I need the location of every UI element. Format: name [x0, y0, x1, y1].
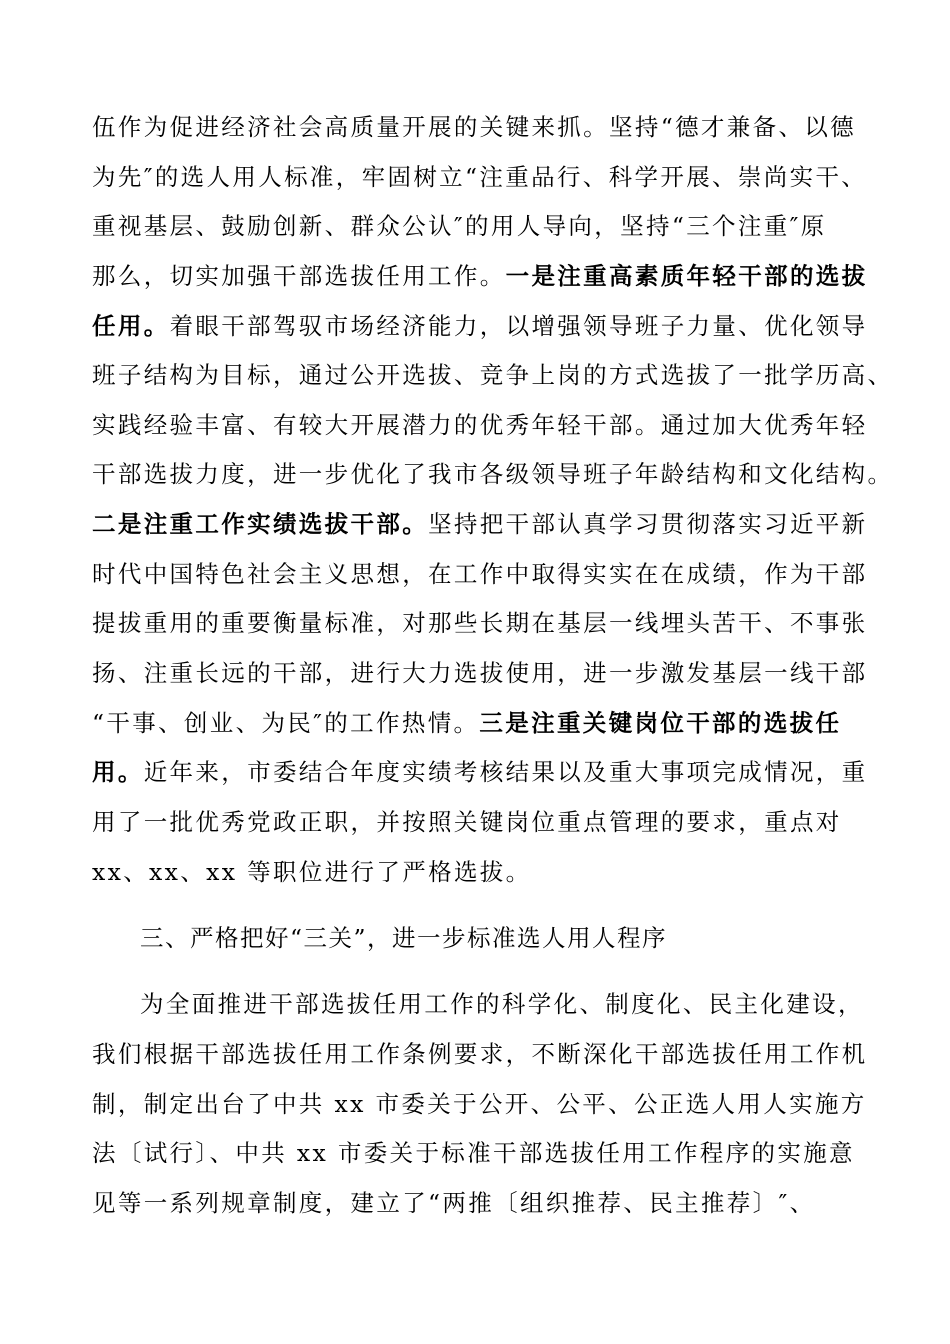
paragraph-line — [92, 306, 868, 346]
paragraph-line: 见等一系列规章制度，建立了“两推〔组织推荐、民主推荐〕″、 — [92, 1189, 816, 1217]
paragraph-line: 制，制定出台了中共 xx 市委关于公开、公平、公正选人用人实施方 — [92, 1090, 867, 1118]
paragraph-line: 重视基层、鼓励创新、群众公认″的用人导向，坚持“三个注重″原 — [92, 212, 827, 240]
paragraph-line: 班子结构为目标，通过公开选拔、竞争上岗的方式选拔了一批学历高、 — [92, 361, 894, 389]
paragraph-line — [92, 504, 868, 544]
paragraph-line: 我们根据干部选拔任用工作条例要求，不断深化干部选拔任用工作机 — [92, 1040, 868, 1068]
bold-point-heading: 任用。 — [92, 312, 170, 340]
bold-point-heading: 二是注重工作实绩选拔干部。 — [92, 510, 429, 538]
paragraph-line: 为先″的选人用人标准，牢固树立“注重品行、科学开展、崇尚实干、 — [92, 163, 868, 191]
paragraph-text: “干事、创业、为民″的工作热情。 — [92, 709, 480, 737]
paragraph-line: xx、xx、xx 等职位进行了严格选拔。 — [92, 858, 532, 886]
bold-point-heading: 三是注重关键岗位干部的选拔任 — [479, 709, 842, 737]
bold-point-heading: 用。 — [92, 758, 144, 786]
paragraph-text: 近年来，市委结合年度实绩考核结果以及重大事项完成情况，重 — [143, 758, 868, 786]
paragraph-line: 扬、注重长远的干部，进行大力选拔使用，进一步激发基层一线干部 — [92, 659, 868, 687]
paragraph-line: 提拔重用的重要衡量标准，对那些长期在基层一线埋头苦干、不事张 — [92, 609, 868, 637]
paragraph-text: 着眼干部驾驭市场经济能力，以增强领导班子力量、优化领导 — [169, 312, 868, 340]
paragraph-line — [92, 256, 868, 296]
paragraph-line: 为全面推进干部选拔任用工作的科学化、制度化、民主化建设， — [140, 990, 864, 1018]
paragraph-line: 干部选拔力度，进一步优化了我市各级领导班子年龄结构和文化结构。 — [92, 460, 894, 488]
paragraph-line — [92, 703, 841, 743]
paragraph-line: 实践经验丰富、有较大开展潜力的优秀年轻干部。通过加大优秀年轻 — [92, 411, 868, 439]
paragraph-line: 伍作为促进经济社会高质量开展的关键来抓。坚持“德才兼备、以德 — [92, 113, 857, 141]
paragraph-text: 那么，切实加强干部选拔任用工作。 — [92, 262, 506, 290]
section-heading: 三、严格把好“三关”，进一步标准选人用人程序 — [140, 924, 668, 952]
paragraph-line: 时代中国特色社会主义思想，在工作中取得实实在在成绩，作为干部 — [92, 560, 868, 588]
paragraph-text: 坚持把干部认真学习贯彻落实习近平新 — [428, 510, 868, 538]
paragraph-line: 法〔试行〕、中共 xx 市委关于标准干部选拔任用工作程序的实施意 — [92, 1139, 855, 1167]
bold-point-heading: 一是注重高素质年轻干部的选拔 — [505, 262, 868, 290]
paragraph-line — [92, 752, 868, 792]
paragraph-line: 用了一批优秀党政正职，并按照关键岗位重点管理的要求，重点对 — [92, 808, 842, 836]
